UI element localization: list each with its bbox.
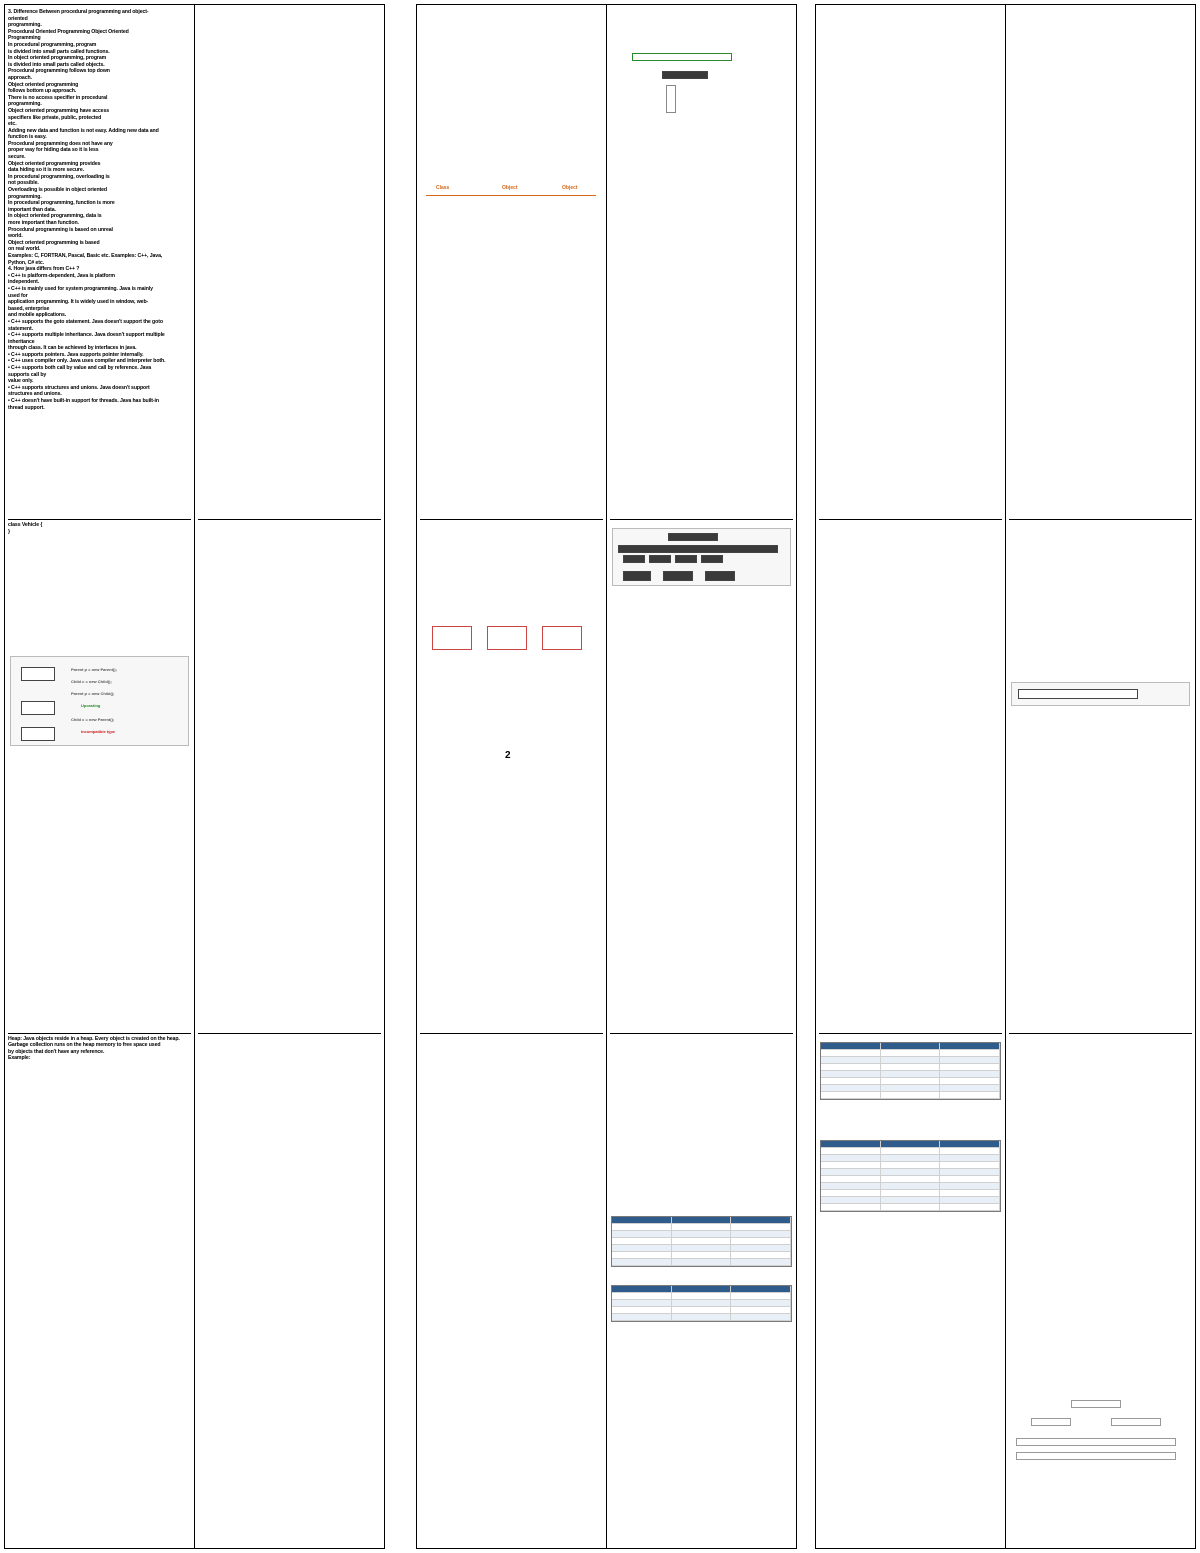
text-line: important than data. <box>8 206 56 213</box>
panel-right <box>815 4 1196 1549</box>
garbage-collection-figure <box>612 49 791 119</box>
operator-table <box>820 1042 1001 1100</box>
text-line: In procedural programming, program <box>8 41 97 48</box>
text-line: • C++ supports multiple inheritance. Java doesn't support multiple <box>8 332 165 339</box>
text-line: application programming. It is widely used in window, web- <box>8 299 149 306</box>
text-line: independent. <box>8 279 40 286</box>
text-line: • C++ doesn't have built-in support for threads. Java has built-in <box>8 398 159 405</box>
text-line: Procedural Oriented Programming Object Oriented <box>8 28 129 35</box>
panel-right-col-b <box>1006 5 1195 1548</box>
text-line: not possible. <box>8 180 39 187</box>
text-line: Garbage collection runs on the heap memory to free space used <box>8 1042 161 1049</box>
text-block <box>420 7 603 520</box>
text-block <box>420 1034 603 1546</box>
text-block <box>819 520 1002 1033</box>
text-line: through class. It can be achieved by interfaces in java. <box>8 345 137 352</box>
text-line: class Vehicle { <box>8 522 43 529</box>
text-block <box>610 1034 793 1546</box>
class-diagram-figure: Parent p = new Parent(); Child c = new Child(); Parent p = new Child(); Upcasting Child c = new Parent(); Incompatible type <box>10 656 189 746</box>
text-line: In object oriented programming, program <box>8 55 107 62</box>
text-line: function is easy. <box>8 134 47 141</box>
text-line: Examples: C, FORTRAN, Pascal, Basic etc. Examples: C++, Java, <box>8 252 163 259</box>
text-line: There is no access specifier in procedural <box>8 94 108 101</box>
text-line: etc. <box>8 121 17 128</box>
text-line: 4. How java differs from C++ ? <box>8 266 80 273</box>
text-line: on real world. <box>8 246 41 253</box>
text-line: In object oriented programming, data is <box>8 213 102 220</box>
object-figure <box>422 622 601 654</box>
text-line: used for <box>8 292 28 299</box>
text-line: In procedural programming, function is more <box>8 200 115 207</box>
text-line: Procedural programming is based on unreal <box>8 226 113 233</box>
text-line: • C++ supports structures and unions. Java doesn't support <box>8 384 150 391</box>
panel-middle <box>416 4 797 1549</box>
text-line: specifiers like private, public, protected <box>8 114 102 121</box>
text-line: Procedural programming follows top down <box>8 68 110 75</box>
text-block <box>420 520 603 1033</box>
text-line: follows bottom up approach. <box>8 88 77 95</box>
text-line: oriented <box>8 15 28 22</box>
text-line: • C++ is platform-dependent, Java is platform <box>8 272 115 279</box>
text-block <box>8 1034 191 1546</box>
text-line: programming. <box>8 101 42 108</box>
class-object-figure: Class Object Object <box>422 179 601 205</box>
text-line: • C++ supports the goto statement. Java doesn't support the goto <box>8 318 163 325</box>
text-line: Programming <box>8 35 41 42</box>
text-block <box>610 7 793 520</box>
text-line: approach. <box>8 74 32 81</box>
panel-left-col-b <box>195 5 384 1548</box>
panel-middle-col-a <box>417 5 607 1548</box>
text-line: supports call by <box>8 371 47 378</box>
text-line: is divided into small parts called objects. <box>8 61 105 68</box>
text-line: } <box>8 528 10 535</box>
panel-middle-col-b <box>607 5 796 1548</box>
text-block <box>819 7 1002 520</box>
text-block <box>610 520 793 1033</box>
operator-table <box>611 1216 792 1267</box>
text-line: Python, C# etc. <box>8 259 44 266</box>
panel-left-col-a <box>5 5 195 1548</box>
text-line: programming. <box>8 22 42 29</box>
text-line: • C++ supports pointers. Java supports pointer internally. <box>8 351 144 358</box>
text-block <box>8 7 191 520</box>
text-line: In procedural programming, overloading is <box>8 173 110 180</box>
panel-right-col-a <box>816 5 1006 1548</box>
text-line: • C++ uses compiler only. Java uses compiler and interpreter both. <box>8 358 166 365</box>
text-line: structures and unions. <box>8 391 62 398</box>
text-line: world. <box>8 233 23 240</box>
text-line: value only. <box>8 378 34 385</box>
jvm-architecture-figure <box>612 528 791 586</box>
text-line: by objects that don't have any reference. <box>8 1048 105 1055</box>
text-block <box>198 1034 381 1546</box>
text-line: thread support. <box>8 404 45 411</box>
text-line: Heap: Java objects reside in a heap. Every object is created on the heap. <box>8 1035 180 1042</box>
text-block <box>1009 7 1192 520</box>
array-index-figure <box>1011 682 1190 706</box>
text-line: statement. <box>8 325 33 332</box>
text-line: and mobile applications. <box>8 312 67 319</box>
text-line: Procedural programming does not have any <box>8 140 113 147</box>
operator-table <box>820 1140 1001 1212</box>
text-line: 3. Difference Between procedural programming and object- <box>8 9 149 15</box>
text-line: inheritance <box>8 338 35 345</box>
text-line: is divided into small parts called functions. <box>8 48 110 55</box>
text-line: programming. <box>8 193 42 200</box>
panel-left <box>4 4 385 1549</box>
text-line: more important than function. <box>8 220 79 226</box>
text-block <box>8 520 191 1033</box>
text-line: Object oriented programming is based <box>8 239 100 246</box>
text-line: Object oriented programming provides <box>8 160 101 167</box>
operator-table <box>611 1285 792 1322</box>
text-line: secure. <box>8 154 26 161</box>
text-block <box>819 1034 1002 1546</box>
text-line: Adding new data and function is not easy. Adding new data and <box>8 127 159 134</box>
text-line: Object oriented programming have access <box>8 107 110 114</box>
text-block <box>1009 520 1192 1033</box>
text-line: Example: <box>8 1055 31 1062</box>
text-line: data hiding so it is more secure. <box>8 167 84 174</box>
text-line: • C++ is mainly used for system programming. Java is mainly <box>8 285 153 292</box>
text-line: • C++ supports both call by value and call by reference. Java <box>8 365 152 372</box>
text-line: Overloading is possible in object oriented <box>8 187 107 194</box>
text-line: proper way for hiding data so it is less <box>8 147 99 154</box>
text-line: based, enterprise <box>8 305 50 312</box>
text-block <box>198 520 381 1033</box>
text-block <box>1009 1034 1192 1546</box>
text-line: Object oriented programming <box>8 81 79 88</box>
page-number: 2 <box>505 750 511 761</box>
data-types-tree-figure <box>1011 1396 1190 1466</box>
text-block <box>198 7 381 520</box>
